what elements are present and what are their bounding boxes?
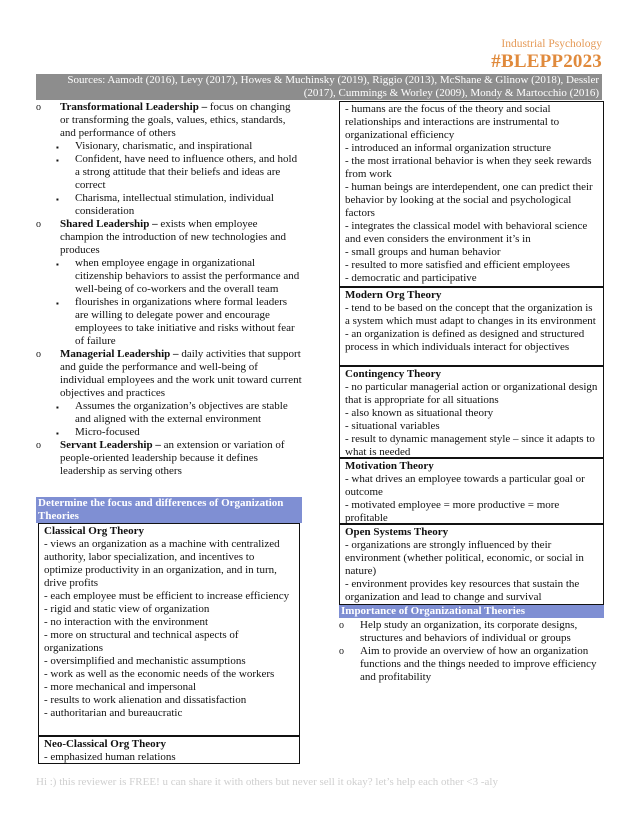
- box-line: - motivated employee = more productive = more profitable: [345, 499, 560, 524]
- importance-list: [339, 619, 604, 684]
- box-line: - what drives an employee towards a particular goal or outcome: [345, 473, 585, 498]
- sources-line-1: Sources: Aamodt (2016), Levy (2017), Howes & Muchinsky (2019), Riggio (2013), McShane & Glinow (2018), Dessler: [67, 74, 599, 86]
- box-line: - introduced an informal organization structure: [345, 142, 551, 154]
- box-line: - work as well as the economic needs of the workers: [44, 668, 275, 680]
- box-line: - more on structural and technical aspects of organizations: [44, 629, 239, 654]
- box-line: - resulted to more satisfied and efficient employees: [345, 259, 570, 271]
- modern-theory-box: [339, 287, 604, 366]
- definition: exists when employee champion the introduction of new technologies and produces: [60, 218, 287, 256]
- box-line: - human beings are interdependent, one can predict their behavior by looking at the social and psychological factors: [345, 181, 593, 219]
- sub-bullet: ▪ when employee engage in organizational citizenship behaviors to assist the performance and well-being of co-workers and the overall team: [56, 257, 300, 295]
- sub-bullet: ▪ Confident, have need to influence others, and hold a strong attitude that their beliefs and ideas are correct: [56, 153, 298, 191]
- term: Shared Leadership –: [60, 218, 161, 230]
- definition: daily activities that support and guide the performance and well-being of individual employees and the work unit toward current objectives and practices: [60, 348, 302, 399]
- box-title: Neo-Classical Org Theory: [44, 738, 167, 750]
- definition: an extension or variation of people-oriented leadership because it defines leadership as serving others: [60, 439, 285, 477]
- square-bullet-icon: ▪: [56, 143, 59, 152]
- sub-bullet: ▪ flourishes in organizations where formal leaders are willing to delegate power and encourage employees to take initiative and risks without fear of failure: [56, 296, 295, 347]
- sources-line-2: (2017), Cummings & Worley (2009), Mondy & Martocchio (2016): [303, 86, 599, 99]
- box-line: - rigid and static view of organization: [44, 603, 210, 615]
- term: Managerial Leadership –: [60, 348, 182, 360]
- box-line: - authoritarian and bureaucratic: [44, 707, 183, 719]
- box-title: Contingency Theory: [345, 368, 442, 380]
- box-line: - more mechanical and impersonal: [44, 681, 197, 693]
- bullet-marker: o: [339, 620, 344, 631]
- box-title: Open Systems Theory: [345, 526, 449, 538]
- open-systems-theory-box: [339, 524, 604, 605]
- neo-classical-theory-box-start: [38, 736, 300, 764]
- box-line: - situational variables: [345, 420, 440, 432]
- box-line: - views an organization as a machine with centralized authority, labor specialization, and incentives to optimize productivity in an organization, and in turn, drive profits: [44, 538, 280, 589]
- box-line: - tend to be based on the concept that the organization is a system which must adapt to changes in its environment: [345, 302, 596, 327]
- box-line: - no particular managerial action or organizational design that is appropriate for all situations: [345, 381, 598, 406]
- square-bullet-icon: ▪: [56, 260, 59, 269]
- box-line: - democratic and participative: [345, 272, 477, 284]
- box-line: - emphasized human relations: [44, 751, 176, 763]
- box-line: - also known as situational theory: [345, 407, 494, 419]
- box-line: - each employee must be efficient to increase efficiency: [44, 590, 290, 602]
- neo-classical-theory-box-continued: [339, 101, 604, 287]
- box-line: - oversimplified and mechanistic assumptions: [44, 655, 246, 667]
- sub-bullet: ▪ Visionary, charismatic, and inspirational: [56, 140, 253, 152]
- square-bullet-icon: ▪: [56, 429, 59, 438]
- list-item: o Help study an organization, its corporate designs, structures and behaviors of individual or groups: [339, 619, 578, 644]
- list-item: o Aim to provide an overview of how an organization functions and the things needed to improve efficiency and profitability: [339, 645, 597, 683]
- hashtag-title: #BLEPP2023: [491, 51, 602, 72]
- bullet-marker: o: [36, 219, 41, 230]
- bullet-marker: o: [36, 102, 41, 113]
- leadership-item-servant: [36, 439, 302, 478]
- definition: focus on changing or transforming the goals, values, ethics, standards, and performance of others: [60, 101, 291, 139]
- leadership-item-shared: [36, 218, 302, 257]
- leadership-list: [36, 101, 302, 478]
- square-bullet-icon: ▪: [56, 156, 59, 165]
- bullet-marker: o: [36, 349, 41, 360]
- box-line: - small groups and human behavior: [345, 246, 501, 258]
- leadership-item-managerial: [36, 348, 302, 400]
- sources-banner: [36, 74, 602, 100]
- sub-bullet: ▪ Assumes the organization’s objectives are stable and aligned with the external environment: [56, 400, 288, 425]
- term: Servant Leadership –: [60, 439, 164, 451]
- contingency-theory-box: [339, 366, 604, 458]
- bullet-marker: o: [36, 440, 41, 451]
- bullet-marker: o: [339, 646, 344, 657]
- classical-theory-box: [38, 523, 300, 736]
- box-line: - result to dynamic management style – since it adapts to what is needed: [345, 433, 595, 458]
- footer-note: Hi :) this reviewer is FREE! u can share it with others but never sell it okay? let’s help each other <3 -aly: [36, 776, 498, 788]
- box-line: - integrates the classical model with behavioral science and even considers the environment it’s in: [345, 220, 588, 245]
- term: Transformational Leadership –: [60, 101, 210, 113]
- square-bullet-icon: ▪: [56, 299, 59, 308]
- subject-label: Industrial Psychology: [501, 38, 602, 50]
- box-line: - humans are the focus of the theory and social relationships and interactions are instrumental to organizational efficiency: [345, 103, 560, 141]
- leadership-item-transformational: [36, 101, 302, 140]
- importance-heading: Importance of Organizational Theories: [339, 605, 604, 618]
- box-title: Motivation Theory: [345, 460, 434, 472]
- box-line: - organizations are strongly influenced by their environment (whether political, economic, or social in nature): [345, 539, 584, 577]
- box-line: - results to work alienation and dissatisfaction: [44, 694, 247, 706]
- sub-bullet: ▪ Micro-focused: [56, 426, 140, 438]
- box-title: Modern Org Theory: [345, 289, 442, 301]
- box-line: - an organization is defined as designed and structured process in which individuals interact for objectives: [345, 328, 585, 353]
- org-theories-heading: Determine the focus and differences of Organization Theories: [36, 497, 302, 523]
- box-line: - environment provides key resources that sustain the organization and lead to change and survival: [345, 578, 580, 603]
- sub-bullet: ▪ Charisma, intellectual stimulation, individual consideration: [56, 192, 274, 217]
- motivation-theory-box: [339, 458, 604, 524]
- square-bullet-icon: ▪: [56, 195, 59, 204]
- box-line: - no interaction with the environment: [44, 616, 209, 628]
- box-line: - the most irrational behavior is when they seek rewards from work: [345, 155, 592, 180]
- box-title: Classical Org Theory: [44, 525, 145, 537]
- square-bullet-icon: ▪: [56, 403, 59, 412]
